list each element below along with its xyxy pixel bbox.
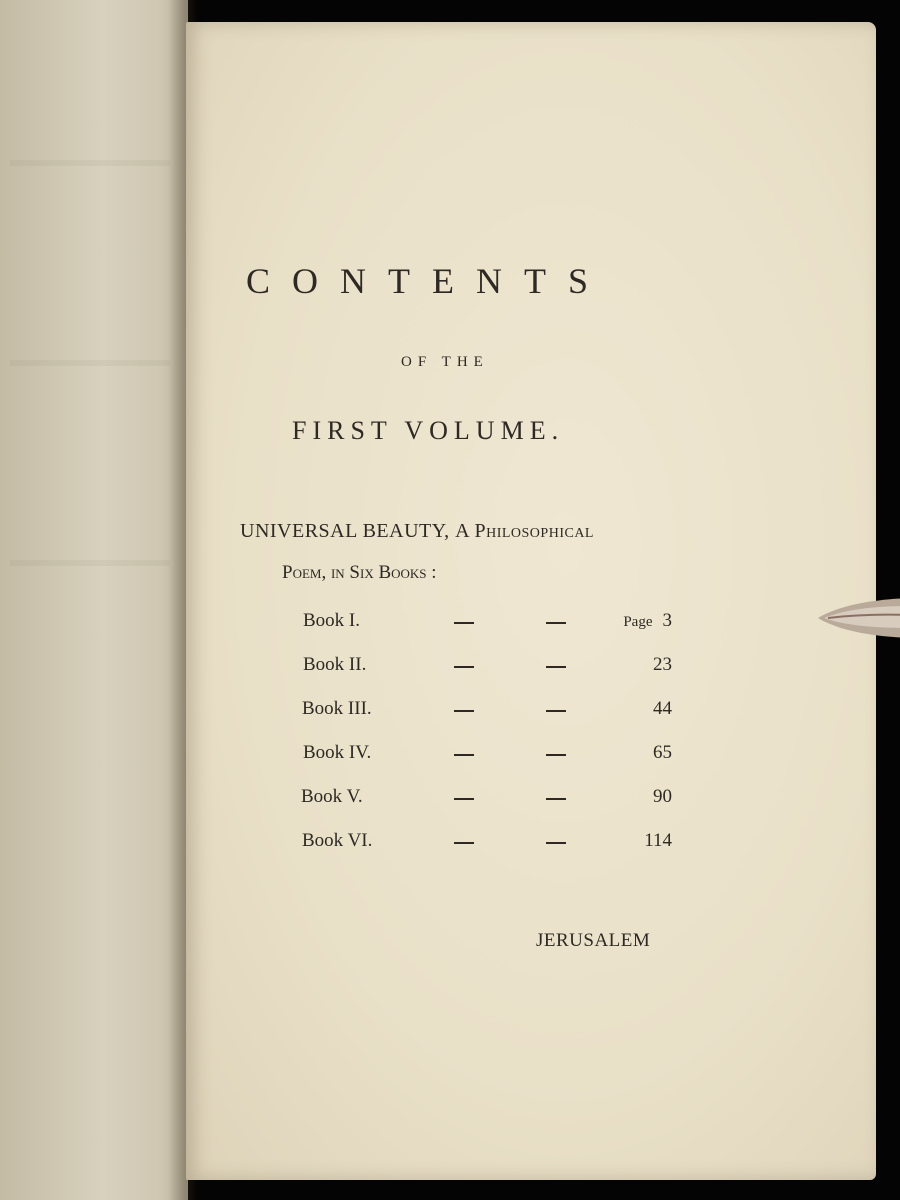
toc-page-number (623, 610, 672, 632)
toc-book-label: Book V. (301, 786, 363, 807)
toc-page-number (653, 786, 672, 808)
work-subtitle: Poem, in Six Books : (282, 562, 437, 583)
page-number-value: 23 (653, 654, 672, 675)
toc-leader-dash (546, 710, 566, 712)
toc-leader-dash (454, 622, 474, 624)
table-row (186, 698, 876, 728)
toc-leader-dash (546, 798, 566, 800)
of-the-subheading: OF THE (401, 354, 489, 370)
toc-book-label: Book III. (302, 698, 372, 719)
work-title (240, 520, 594, 543)
left-page-bleed (10, 160, 170, 166)
left-page (0, 0, 188, 1200)
toc-leader-dash (546, 622, 566, 624)
page-number-value: 65 (653, 742, 672, 763)
page-marker-icon (818, 598, 900, 638)
toc-page-number (653, 742, 672, 764)
toc-page-number (653, 654, 672, 676)
toc-leader-dash (454, 666, 474, 668)
work-title-main: UNIVERSAL BEAUTY, (240, 520, 450, 542)
right-page (186, 22, 876, 1180)
toc-book-label: Book I. (303, 610, 360, 631)
toc-leader-dash (454, 754, 474, 756)
table-row (186, 830, 876, 860)
toc-leader-dash (454, 710, 474, 712)
toc-page-number (653, 698, 672, 720)
table-row (186, 786, 876, 816)
page-label: Page (623, 614, 653, 630)
table-row (186, 742, 876, 772)
catchword: JERUSALEM (536, 930, 651, 951)
work-title-rest: A Philosophical (455, 520, 594, 542)
table-row (186, 610, 876, 640)
page-number-value: 90 (653, 786, 672, 807)
toc-leader-dash (546, 754, 566, 756)
volume-heading: FIRST VOLUME. (292, 416, 565, 445)
toc-leader-dash (546, 666, 566, 668)
toc-page-number (644, 830, 672, 852)
page-number-value: 114 (644, 830, 672, 851)
left-page-bleed (10, 560, 170, 566)
contents-heading: CONTENTS (246, 261, 610, 301)
toc-book-label: Book VI. (302, 830, 373, 851)
page-number-value: 3 (662, 610, 672, 631)
table-row (186, 654, 876, 684)
toc-leader-dash (454, 798, 474, 800)
toc-leader-dash (454, 842, 474, 844)
toc-leader-dash (546, 842, 566, 844)
left-page-bleed (10, 360, 170, 366)
toc-book-label: Book IV. (303, 742, 372, 763)
toc-book-label: Book II. (303, 654, 367, 675)
page-number-value: 44 (653, 698, 672, 719)
